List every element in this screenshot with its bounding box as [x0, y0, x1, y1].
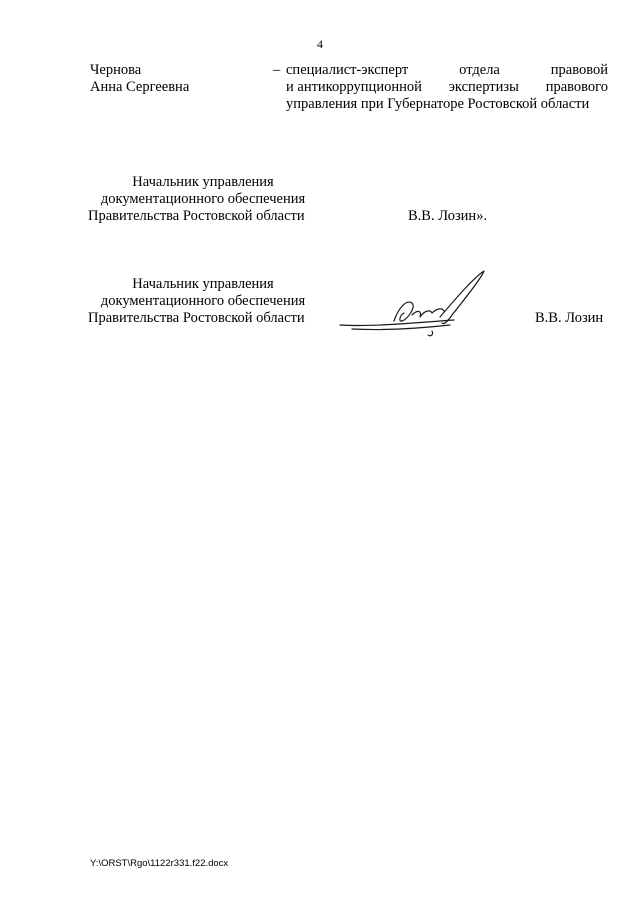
signature-title-line: Начальник управления [132, 174, 274, 190]
role-word: правовой [550, 62, 608, 78]
footer-file-path: Y:\ORST\Rgo\1122r331.f22.docx [90, 858, 229, 869]
member-role [286, 62, 608, 113]
member-dash: – [273, 62, 281, 78]
signature-title-line: документационного обеспечения [100, 191, 306, 207]
signature-block-title [88, 174, 318, 225]
member-name [90, 62, 189, 96]
signature-title-line: Правительства Ростовской области [88, 310, 305, 326]
signatory-name: В.В. Лозин». [408, 208, 488, 224]
role-word: специалист-эксперт [286, 62, 409, 78]
role-word: и антикоррупционной [286, 79, 422, 95]
role-word: отдела [459, 62, 500, 78]
signature-block-title [88, 276, 318, 327]
page-number: 4 [317, 37, 323, 51]
role-word: правового [545, 79, 608, 95]
signature-title-line: Начальник управления [132, 276, 274, 292]
member-surname: Чернова [90, 62, 142, 78]
signature-title-line: Правительства Ростовской области [88, 208, 305, 224]
signatory-name: В.В. Лозин [535, 310, 604, 326]
member-given-names: Анна Сергеевна [90, 79, 190, 95]
member-role-line-3: управления при Губернаторе Ростовской области [286, 96, 590, 112]
member-role-line-1 [286, 62, 608, 79]
signature-title-line: документационного обеспечения [100, 293, 306, 309]
role-word: экспертизы [448, 79, 519, 95]
member-role-line-2 [286, 79, 608, 96]
handwritten-signature-icon [332, 265, 492, 345]
